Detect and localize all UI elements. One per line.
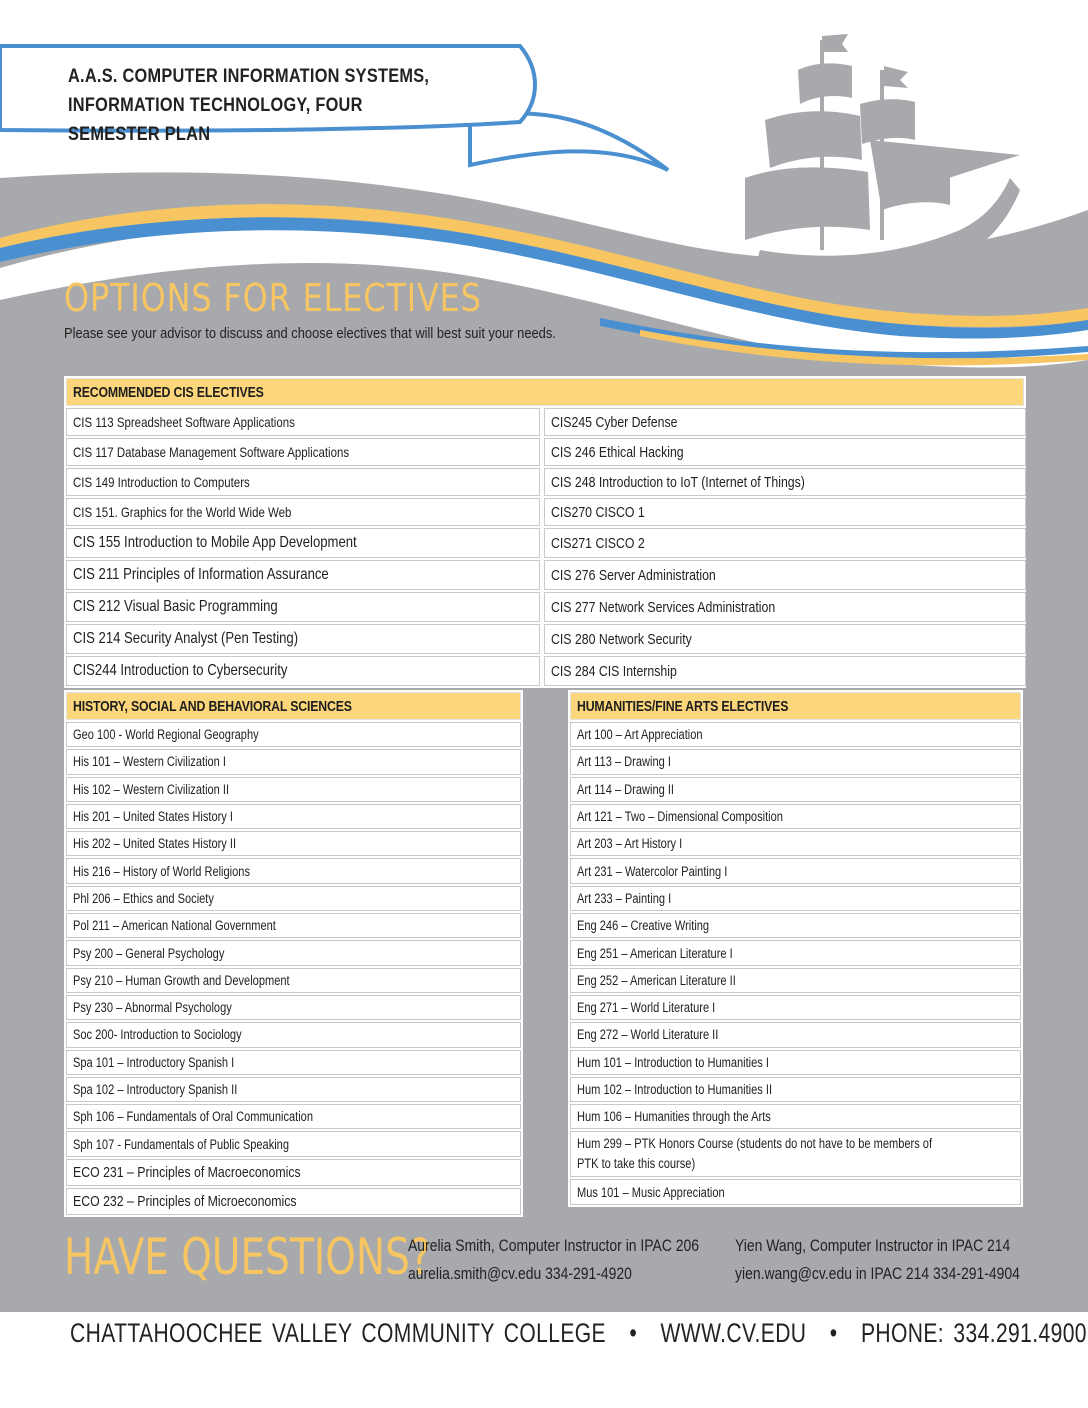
- list-item-text: Hum 102 – Introduction to Humanities II: [577, 1082, 773, 1097]
- list-item: [66, 777, 521, 802]
- list-item-text: CIS 248 Introduction to IoT (Internet of Things): [551, 473, 805, 491]
- list-item-text: Hum 106 – Humanities through the Arts: [577, 1109, 771, 1125]
- list-item-text: Psy 210 – Human Growth and Development: [73, 972, 290, 988]
- list-item: [570, 1131, 1021, 1177]
- list-item-text: Sph 107 - Fundamentals of Public Speaking: [73, 1136, 290, 1152]
- list-item: [66, 560, 540, 590]
- ship-icon: [745, 34, 1020, 282]
- list-item: [66, 624, 540, 654]
- list-item: [66, 1159, 521, 1186]
- list-item-text: His 201 – United States History I: [73, 809, 233, 825]
- list-item: [66, 722, 521, 747]
- list-item-text: CIS244 Introduction to Cybersecurity: [73, 662, 288, 679]
- cis-electives-title: RECOMMENDED CIS ELECTIVES: [73, 384, 264, 401]
- list-item: [66, 408, 540, 436]
- list-item-text: Art 121 – Two – Dimensional Composition: [577, 809, 783, 825]
- list-item-text: Hum 299 – PTK Honors Course (students do not have to be members of PTK to take this course): [577, 1136, 933, 1172]
- list-item: [66, 468, 540, 496]
- list-item: [66, 913, 521, 938]
- list-item-text: CIS 276 Server Administration: [551, 566, 716, 584]
- history-social-table: [64, 690, 523, 1217]
- list-item-text: Eng 251 – American Literature I: [577, 945, 733, 961]
- history-social-header: [66, 692, 521, 720]
- list-item: [66, 1077, 521, 1102]
- list-item: [570, 995, 1021, 1020]
- list-item-text: Pol 211 – American National Government: [73, 918, 276, 934]
- list-item: [544, 498, 1026, 526]
- list-item-text: CIS245 Cyber Defense: [551, 413, 678, 431]
- list-item: [570, 777, 1021, 802]
- list-item-text: CIS270 CISCO 1: [551, 503, 645, 521]
- footer: [70, 1318, 1087, 1349]
- list-item-text: Sph 106 – Fundamentals of Oral Communication: [73, 1109, 313, 1125]
- list-item: [544, 528, 1026, 558]
- list-item: [66, 831, 521, 856]
- list-item-text: ECO 231 – Principles of Macroeconomics: [73, 1163, 301, 1181]
- list-item: [66, 592, 540, 622]
- list-item-text: CIS 151. Graphics for the World Wide Web: [73, 504, 292, 520]
- list-item-text: CIS 277 Network Services Administration: [551, 598, 776, 616]
- footer-website: WWW.CV.EDU: [660, 1318, 807, 1348]
- contact-email-line: yien.wang@cv.edu in IPAC 214 334-291-4904: [735, 1264, 1020, 1283]
- list-item-text: Art 233 – Painting I: [577, 890, 672, 906]
- history-social-title: HISTORY, SOCIAL AND BEHAVIORAL SCIENCES: [73, 698, 352, 715]
- list-item-text: Art 231 – Watercolor Painting I: [577, 863, 728, 879]
- list-item-text: CIS 214 Security Analyst (Pen Testing): [73, 630, 299, 647]
- page-subheading: Please see your advisor to discuss and choose electives that will best suit your needs.: [64, 325, 556, 342]
- list-item: [66, 886, 521, 911]
- list-item: [544, 656, 1026, 686]
- list-item: [66, 1050, 521, 1075]
- list-item-text: CIS 246 Ethical Hacking: [551, 443, 684, 461]
- list-item: [66, 1131, 521, 1156]
- list-item-text: CIS 284 CIS Internship: [551, 662, 677, 680]
- footer-separator: •: [629, 1318, 638, 1348]
- list-item-text: CIS 117 Database Management Software Applications: [73, 444, 350, 460]
- list-item: [544, 592, 1026, 622]
- list-item: [66, 656, 540, 686]
- list-item-text: ECO 232 – Principles of Microeconomics: [73, 1192, 297, 1210]
- list-item-text: Mus 101 – Music Appreciation: [577, 1184, 725, 1200]
- list-item-text: Eng 246 – Creative Writing: [577, 918, 710, 934]
- list-item: [66, 940, 521, 965]
- list-item: [66, 438, 540, 466]
- list-item-text: Spa 101 – Introductory Spanish I: [73, 1054, 235, 1070]
- humanities-title: HUMANITIES/FINE ARTS ELECTIVES: [577, 698, 789, 715]
- list-item: [544, 468, 1026, 496]
- list-item-text: Geo 100 - World Regional Geography: [73, 727, 259, 743]
- list-item: [544, 438, 1026, 466]
- list-item-text: CIS 211 Principles of Information Assurance: [73, 566, 329, 583]
- list-item: [570, 1077, 1021, 1102]
- list-item-text: Eng 252 – American Literature II: [577, 972, 736, 988]
- cis-electives-grid: [66, 408, 1024, 686]
- list-item-text: Phl 206 – Ethics and Society: [73, 890, 214, 906]
- list-item: [66, 1188, 521, 1215]
- list-item-text: CIS271 CISCO 2: [551, 534, 645, 552]
- list-item: [570, 913, 1021, 938]
- list-item: [570, 722, 1021, 747]
- cis-electives-table: [64, 376, 1026, 688]
- list-item-text: His 202 – United States History II: [73, 836, 237, 852]
- list-item-text: CIS 149 Introduction to Computers: [73, 474, 250, 490]
- list-item: [570, 1104, 1021, 1129]
- list-item-text: Hum 101 – Introduction to Humanities I: [577, 1054, 769, 1070]
- footer-phone: PHONE: 334.291.4900: [860, 1318, 1087, 1348]
- list-item: [66, 1022, 521, 1047]
- list-item-text: Eng 272 – World Literature II: [577, 1027, 719, 1043]
- list-item: [570, 804, 1021, 829]
- banner-title: [68, 62, 429, 149]
- list-item-text: CIS 155 Introduction to Mobile App Development: [73, 534, 357, 551]
- list-item: [570, 968, 1021, 993]
- list-item: [66, 968, 521, 993]
- contact-name-line: Yien Wang, Computer Instructor in IPAC 214: [735, 1236, 1011, 1255]
- list-item: [544, 624, 1026, 654]
- list-item: [544, 408, 1026, 436]
- list-item-text: Psy 200 – General Psychology: [73, 945, 225, 961]
- list-item-text: CIS 212 Visual Basic Programming: [73, 598, 278, 615]
- list-item-text: CIS 113 Spreadsheet Software Applications: [73, 414, 295, 430]
- humanities-header: [570, 692, 1021, 720]
- list-item-text: Spa 102 – Introductory Spanish II: [73, 1082, 238, 1097]
- humanities-table: [568, 690, 1023, 1207]
- list-item-text: Art 113 – Drawing I: [577, 754, 671, 770]
- banner-line-2: INFORMATION TECHNOLOGY, FOUR SEMESTER PLAN: [68, 95, 363, 145]
- banner-line-1: A.A.S. COMPUTER INFORMATION SYSTEMS,: [68, 66, 430, 87]
- list-item-text: His 216 – History of World Religions: [73, 863, 250, 879]
- list-item: [570, 858, 1021, 883]
- cis-left-column: [66, 408, 540, 686]
- list-item: [570, 886, 1021, 911]
- list-item: [570, 940, 1021, 965]
- cis-right-column: [544, 408, 1026, 686]
- list-item-text: Art 114 – Drawing II: [577, 781, 675, 797]
- list-item-text: Art 203 – Art History I: [577, 836, 683, 852]
- list-item: [570, 1050, 1021, 1075]
- list-item: [66, 858, 521, 883]
- list-item-text: His 101 – Western Civilization I: [73, 754, 226, 770]
- list-item: [66, 1104, 521, 1129]
- list-item: [570, 831, 1021, 856]
- list-item: [66, 498, 540, 526]
- contact-yien-wang: [735, 1232, 1020, 1288]
- list-item: [66, 995, 521, 1020]
- list-item: [570, 749, 1021, 774]
- list-item-text: Art 100 – Art Appreciation: [577, 727, 703, 743]
- contact-name-line: Aurelia Smith, Computer Instructor in IPAC 206: [408, 1236, 700, 1255]
- list-item: [66, 804, 521, 829]
- list-item: [544, 560, 1026, 590]
- cis-electives-header: [66, 378, 1024, 406]
- page-heading: OPTIONS FOR ELECTIVES: [64, 276, 482, 320]
- list-item-text: Psy 230 – Abnormal Psychology: [73, 1000, 232, 1016]
- footer-college: CHATTAHOOCHEE VALLEY COMMUNITY COLLEGE: [70, 1318, 606, 1348]
- list-item: [66, 528, 540, 558]
- list-item-text: His 102 – Western Civilization II: [73, 781, 230, 797]
- list-item-text: Eng 271 – World Literature I: [577, 1000, 716, 1016]
- list-item-text: CIS 280 Network Security: [551, 630, 692, 648]
- list-item-text: Soc 200- Introduction to Sociology: [73, 1027, 242, 1043]
- have-questions-title: HAVE QUESTIONS?: [64, 1228, 431, 1286]
- contact-aurelia-smith: [408, 1232, 699, 1288]
- list-item: [66, 749, 521, 774]
- list-item: [570, 1022, 1021, 1047]
- contact-email-line: aurelia.smith@cv.edu 334-291-4920: [408, 1264, 632, 1283]
- list-item: [570, 1179, 1021, 1204]
- footer-separator: •: [829, 1318, 838, 1348]
